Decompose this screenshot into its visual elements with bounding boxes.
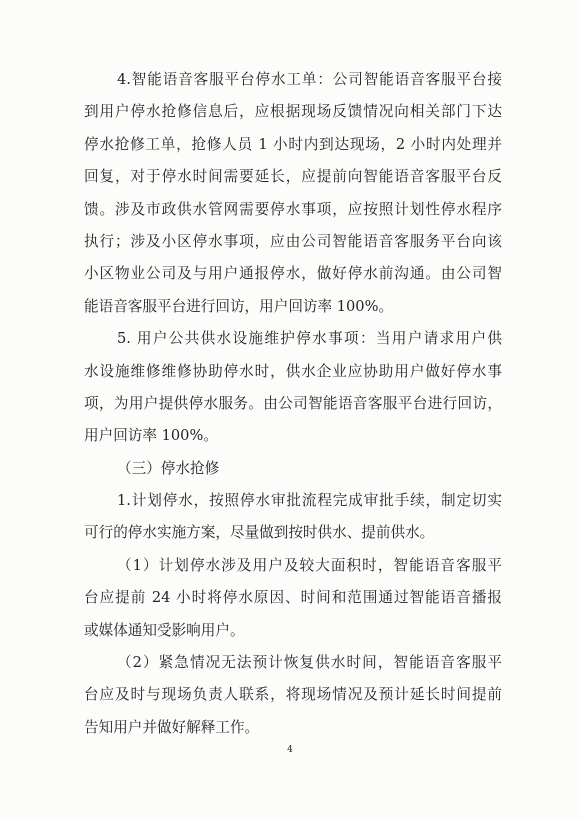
paragraph-item-1-planned-outage xyxy=(84,485,502,550)
paragraph-subitem-1-advance-notice xyxy=(84,550,502,647)
text-line: 小区物业公司及与用户通报停水，做好停水前沟通。由公司智 xyxy=(84,265,502,283)
text-line: 到用户停水抢修信息后，应根据现场反馈情况向相关部门下达 xyxy=(84,103,502,121)
text-line: （1）计划停水涉及用户及较大面积时，智能语音客服平 xyxy=(117,556,502,574)
text-line: 告知用户并做好解释工作。 xyxy=(84,718,260,736)
text-line: 台应及时与现场负责人联系，将现场情况及预计延长时间提前 xyxy=(84,686,502,704)
text-line: 5. 用户公共供水设施维护停水事项：当用户请求用户供 xyxy=(117,330,502,348)
text-line: 或媒体通知受影响用户。 xyxy=(84,621,245,639)
document-body xyxy=(84,64,502,744)
page-number: 4 xyxy=(287,745,293,755)
text-line: 执行；涉及小区停水事项，应由公司智能语音客服务平台向该 xyxy=(84,232,502,250)
paragraph-subitem-2-emergency xyxy=(84,647,502,744)
text-line: 台应提前 24 小时将停水原因、时间和范围通过智能语音播报 xyxy=(84,589,502,607)
paragraph-item-5-facility-maintenance xyxy=(84,323,502,453)
text-line: 4.智能语音客服平台停水工单：公司智能语音客服平台接 xyxy=(117,71,502,88)
text-line: 可行的停水实施方案，尽量做到按时供水、提前供水。 xyxy=(84,524,435,542)
text-line: 停水抢修工单，抢修人员 1 小时内到达现场，2 小时内处理并 xyxy=(84,135,502,153)
section-heading xyxy=(84,453,502,485)
text-line: 项，为用户提供停水服务。由公司智能语音客服平台进行回访， xyxy=(84,394,502,412)
text-line: 能语音客服平台进行回访，用户回访率 100%。 xyxy=(84,297,394,315)
text-line: 馈。涉及市政供水管网需要停水事项，应按照计划性停水程序 xyxy=(84,200,502,218)
text-line: 用户回访率 100%。 xyxy=(84,427,218,445)
text-line: 1.计划停水，按照停水审批流程完成审批手续，制定切实 xyxy=(117,492,502,510)
text-line: 水设施维修维修协助停水时，供水企业应协助用户做好停水事 xyxy=(84,362,502,380)
text-line: 回复，对于停水时间需要延长，应提前向智能语音客服平台反 xyxy=(84,168,502,186)
section-heading-text: （三）停水抢修 xyxy=(117,459,220,477)
text-line: （2）紧急情况无法预计恢复供水时间，智能语音客服平 xyxy=(117,654,502,672)
paragraph-item-4-voice-service-work-order xyxy=(84,64,502,323)
